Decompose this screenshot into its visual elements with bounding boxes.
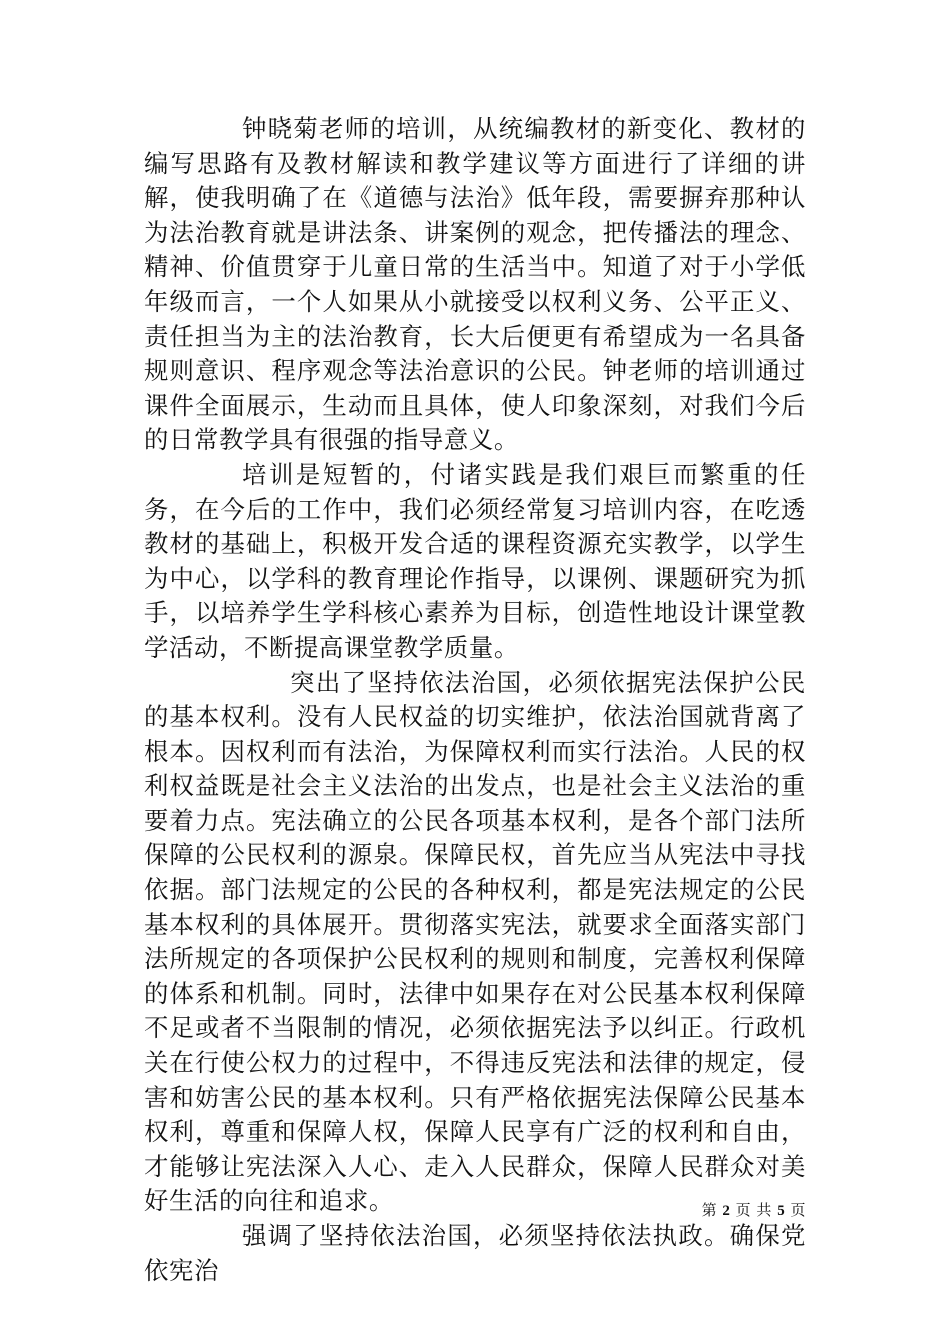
footer-suffix: 页	[790, 1201, 806, 1219]
footer-prefix: 第	[701, 1201, 718, 1219]
footer-page-number: 2	[722, 1203, 731, 1219]
paragraph-practice-plan: 培训是短暂的，付诸实践是我们艰巨而繁重的任务，在今后的工作中，我们必须经常复习培训内容，在吃透教材的基础上，积极开发合适的课程资源充实教学，以学生为中心，以学科的教育理论作指导，以课例、课题研究为抓手，以培养学生学科核心素养为目标，创造性地设计课堂教学活动，不断提高课堂教学质量。	[144, 459, 806, 662]
footer-total-pages: 5	[777, 1203, 786, 1219]
paragraph-rule-by-law: 强调了坚持依法治国，必须坚持依法执政。确保党依宪治	[144, 1221, 806, 1285]
paragraph-training-review: 钟晓菊老师的培训，从统编教材的新变化、教材的编写思路有及教材解读和教学建议等方面进行了详细的讲解，使我明确了在《道德与法治》低年段，需要摒弃那种认为法治教育就是讲法条、讲案例的观念，把传播法的理念、精神、价值贯穿于儿童日常的生活当中。知道了对于小学低年级而言，一个人如果从小就接受以权利义务、公平正义、责任担当为主的法治教育，长大后便更有希望成为一名具备规则意识、程序观念等法治意识的公民。钟老师的培训通过课件全面展示，生动而且具体，使人印象深刻，对我们今后的日常教学具有很强的指导意义。	[144, 114, 806, 455]
document-body	[144, 112, 806, 1288]
footer-middle: 页 共	[735, 1201, 772, 1219]
page-footer	[702, 1199, 806, 1220]
paragraph-citizen-rights: 突出了坚持依法治国，必须依据宪法保护公民的基本权利。没有人民权益的切实维护，依法治国就背离了根本。因权利而有法治，为保障权利而实行法治。人民的权利权益既是社会主义法治的出发点，也是社会主义法治的重要着力点。宪法确立的公民各项基本权利，是各个部门法所保障的公民权利的源泉。保障民权，首先应当从宪法中寻找依据。部门法规定的公民的各种权利，都是宪法规定的公民基本权利的具体展开。贯彻落实宪法，就要求全面落实部门法所规定的各项保护公民权利的规则和制度，完善权利保障的体系和机制。同时，法律中如果存在对公民基本权利保障不足或者不当限制的情况，必须依据宪法予以纠正。行政机关在行使公权力的过程中，不得违反宪法和法律的规定，侵害和妨害公民的基本权利。只有严格依据宪法保障公民基本权利，尊重和保障人权，保障人民享有广泛的权利和自由，才能够让宪法深入人心、走入人民群众，保障人民群众对美好生活的向往和追求。	[144, 667, 806, 1216]
